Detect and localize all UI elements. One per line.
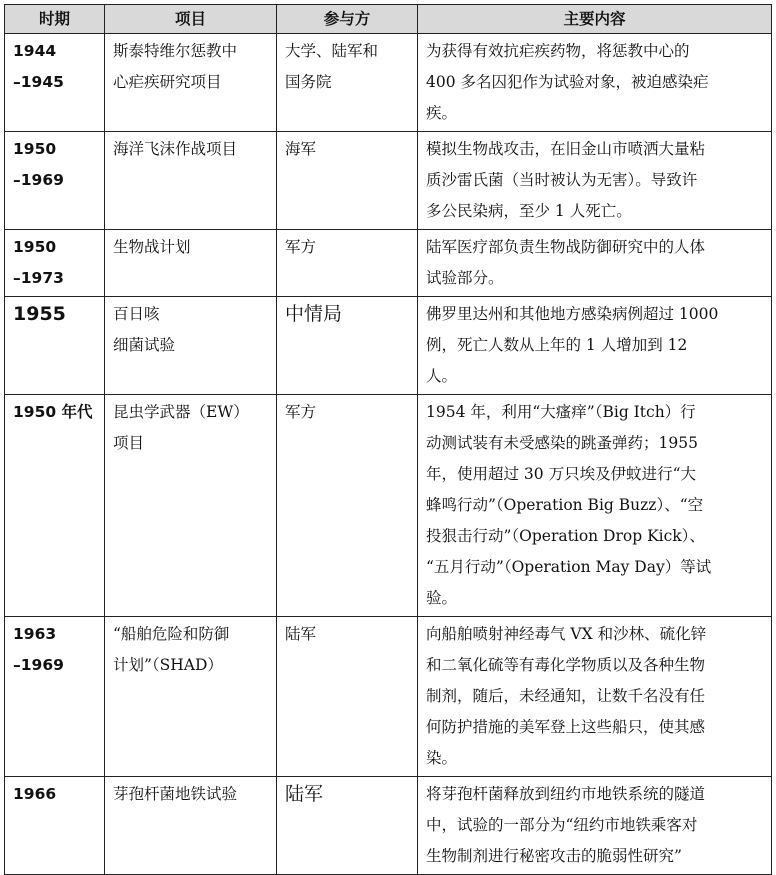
project-cell [105, 777, 277, 875]
party-cell [277, 230, 418, 297]
table-row [5, 395, 772, 617]
period-line: –1969 [13, 656, 64, 674]
content-line: 蜂鸣行动”（Operation Big Buzz）、“空 [426, 496, 704, 514]
content-line: 向船舶喷射神经毒气 VX 和沙林、硫化锌 [426, 625, 707, 643]
party-cell [277, 617, 418, 777]
period-line: 1966 [13, 785, 57, 803]
table-row [5, 34, 772, 132]
period-cell [5, 230, 105, 297]
experiments-table [4, 4, 772, 875]
period-cell [5, 395, 105, 617]
party-cell [277, 132, 418, 230]
content-line: 人。 [426, 367, 458, 385]
content-line: 年，使用超过 30 万只埃及伊蚊进行“大 [426, 465, 697, 483]
period-line: 1963 [13, 625, 57, 643]
project-line: 海洋飞沫作战项目 [113, 140, 238, 158]
project-cell [105, 297, 277, 395]
project-line: 昆虫学武器（EW） [113, 403, 249, 421]
content-cell [418, 297, 772, 395]
project-cell [105, 132, 277, 230]
table-row [5, 617, 772, 777]
project-cell [105, 230, 277, 297]
party-line: 军方 [285, 403, 317, 421]
party-line: 海军 [285, 140, 317, 158]
table-row [5, 230, 772, 297]
content-line: 例，死亡人数从上年的 1 人增加到 12 [426, 336, 688, 354]
project-line: 百日咳 [113, 305, 160, 323]
content-line: 动测试装有未受感染的跳蚤弹药；1955 [426, 434, 698, 452]
period-line: –1969 [13, 171, 64, 189]
table-row [5, 297, 772, 395]
period-line: –1973 [13, 269, 64, 287]
content-line: 染。 [426, 749, 458, 767]
party-line: 陆军 [285, 783, 324, 805]
content-line: 为获得有效抗疟疾药物，将惩教中心的 [426, 42, 690, 60]
header-row [5, 5, 772, 34]
content-line: 佛罗里达州和其他地方感染病例超过 1000 [426, 305, 719, 323]
content-cell [418, 617, 772, 777]
project-cell [105, 395, 277, 617]
party-line: 国务院 [285, 73, 332, 91]
header-project: 项目 [105, 5, 277, 34]
project-line: 芽孢杆菌地铁试验 [113, 785, 238, 803]
project-line: 生物战计划 [113, 238, 191, 256]
content-line: 质沙雷氏菌（当时被认为无害）。导致许 [426, 171, 698, 189]
content-line: 多公民染病，至少 1 人死亡。 [426, 202, 632, 220]
content-line: 将芽孢杆菌释放到纽约市地铁系统的隧道 [426, 785, 706, 803]
project-line: 计划”（SHAD） [113, 656, 223, 674]
content-cell [418, 777, 772, 875]
period-cell [5, 132, 105, 230]
content-line: 何防护措施的美军登上这些船只，使其感 [426, 718, 706, 736]
party-line: 军方 [285, 238, 317, 256]
header-period: 时期 [5, 5, 105, 34]
period-line: 1955 [13, 303, 66, 325]
party-line: 大学、陆军和 [285, 42, 379, 60]
project-line: 斯泰特维尔惩教中 [113, 42, 238, 60]
content-cell [418, 34, 772, 132]
content-cell [418, 132, 772, 230]
party-line: 中情局 [285, 303, 343, 325]
project-line: 项目 [113, 434, 145, 452]
content-cell [418, 395, 772, 617]
content-line: 验。 [426, 589, 458, 607]
period-cell [5, 617, 105, 777]
content-line: “五月行动”（Operation May Day）等试 [426, 558, 712, 576]
period-cell [5, 34, 105, 132]
project-line: 细菌试验 [113, 336, 176, 354]
content-line: 制剂，随后，未经通知，让数千名没有任 [426, 687, 706, 705]
period-line: 1950 [13, 238, 57, 256]
content-line: 疾。 [426, 104, 458, 122]
period-line: 1950 年代 [13, 403, 93, 421]
table-row [5, 777, 772, 875]
content-line: 1954 年，利用“大瘙痒”（Big Itch）行 [426, 403, 696, 421]
content-line: 中，试验的一部分为“纽约市地铁乘客对 [426, 816, 698, 834]
project-cell [105, 34, 277, 132]
content-line: 试验部分。 [426, 269, 504, 287]
project-line: “船舶危险和防御 [113, 625, 230, 643]
party-cell [277, 395, 418, 617]
period-line: 1950 [13, 140, 57, 158]
period-cell [5, 777, 105, 875]
content-line: 模拟生物战攻击，在旧金山市喷洒大量粘 [426, 140, 706, 158]
content-line: 生物制剂进行秘密攻击的脆弱性研究” [426, 847, 682, 865]
header-content: 主要内容 [418, 5, 772, 34]
project-line: 心疟疾研究项目 [113, 73, 222, 91]
period-line: –1945 [13, 73, 64, 91]
period-cell [5, 297, 105, 395]
table-row [5, 132, 772, 230]
content-cell [418, 230, 772, 297]
content-line: 400 多名囚犯作为试验对象，被迫感染疟 [426, 73, 709, 91]
party-cell [277, 297, 418, 395]
party-cell [277, 777, 418, 875]
content-line: 和二氧化硫等有毒化学物质以及各种生物 [426, 656, 706, 674]
party-cell [277, 34, 418, 132]
project-cell [105, 617, 277, 777]
period-line: 1944 [13, 42, 57, 60]
party-line: 陆军 [285, 625, 317, 643]
content-line: 投狠击行动”（Operation Drop Kick）、 [426, 527, 705, 545]
content-line: 陆军医疗部负责生物战防御研究中的人体 [426, 238, 706, 256]
header-party: 参与方 [277, 5, 418, 34]
